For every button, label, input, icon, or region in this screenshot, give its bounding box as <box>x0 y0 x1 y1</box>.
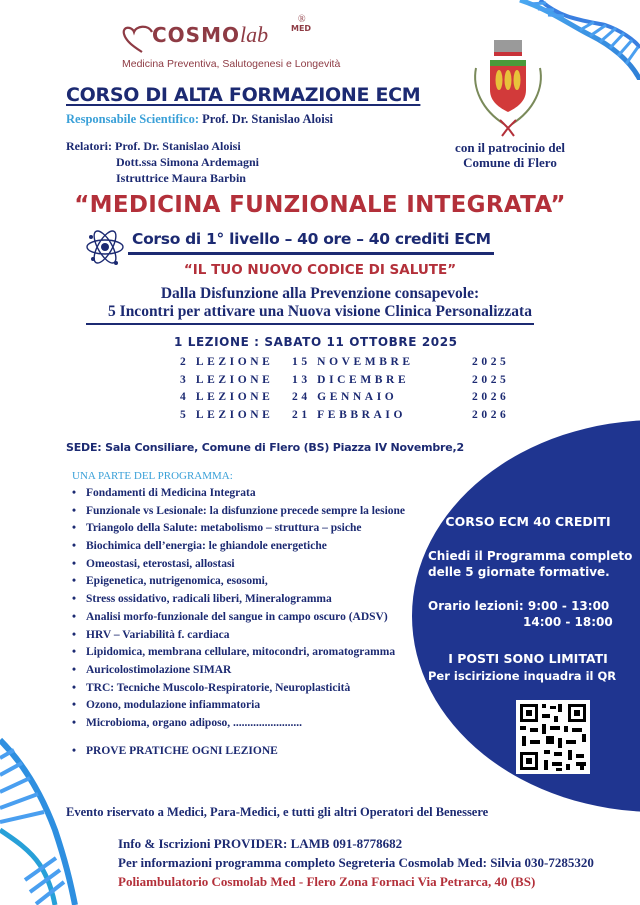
ecm-credits-heading: CORSO ECM 40 CREDITI <box>445 514 611 529</box>
program-request-line: Chiedi il Programma completo <box>428 549 633 563</box>
logo-tagline: Medicina Preventiva, Salutogenesi e Longevità <box>122 58 341 70</box>
list-item: • Analisi morfo-funzionale del sangue in campo oscuro (ADSV) <box>72 610 388 623</box>
patronage-text <box>440 140 580 170</box>
list-item: • Omeostasi, eterostasi, allostasi <box>72 557 235 570</box>
main-title: “MEDICINA FUNZIONALE INTEGRATA” <box>74 192 566 218</box>
lesson-row: 3 LEZIONE 13 DICEMBRE 2025 <box>180 373 510 386</box>
list-item: • TRC: Tecniche Muscolo-Respiratorie, Neuroplasticità <box>72 681 351 694</box>
secretariat-contact: Per informazioni programma completo Segreteria Cosmolab Med: Silvia 030-7285320 <box>118 855 594 870</box>
list-item: • Funzionale vs Lesionale: la disfunzione precede sempre la lesione <box>72 504 406 517</box>
program-request-line: delle 5 giornate formative. <box>428 565 610 579</box>
limited-seats: I POSTI SONO LIMITATI <box>448 651 608 666</box>
lesson-row: 4 LEZIONE 24 GENNAIO 2026 <box>180 391 510 403</box>
list-item: • HRV – Variabilità f. cardiaca <box>72 628 230 641</box>
course-description <box>0 285 640 321</box>
qr-code-icon[interactable] <box>516 700 590 774</box>
list-item: • Biochimica dell’energia: le ghiandole energetiche <box>72 540 327 553</box>
contact-info <box>118 834 594 891</box>
scientific-lead-label: Responsabile Scientifico: <box>66 112 199 126</box>
divider <box>86 323 534 325</box>
speaker: Prof. Dr. Stanislao Aloisi <box>114 139 241 153</box>
list-item: • Triangolo della Salute: metabolismo – struttura – psiche <box>72 522 362 535</box>
info-box <box>428 512 633 683</box>
list-item: • Microbioma, organo adiposo, ........................ <box>72 716 303 729</box>
lesson-schedule <box>180 356 509 426</box>
list-item: • Lipidomica, membrana cellulare, mitocondri, aromatogramma <box>72 646 396 659</box>
patronage-line: Comune di Flero <box>463 155 557 170</box>
scientific-lead <box>66 112 333 127</box>
program-heading: UNA PARTE DEL PROGRAMMA: <box>72 470 233 482</box>
heart-logo-icon <box>122 24 156 54</box>
venue: SEDE: Sala Consiliare, Comune di Flero (BS) Piazza IV Novembre,2 <box>66 441 464 454</box>
patronage-line: con il patrocinio del <box>455 140 565 155</box>
program-list <box>72 487 405 762</box>
qr-hint: Per iscirizione inquadra il QR <box>428 669 617 683</box>
hours-line: 14:00 - 18:00 <box>523 615 613 629</box>
course-tagline: “IL TUO NUOVO CODICE DI SALUTE” <box>183 262 457 278</box>
lesson-row: 2 LEZIONE 15 NOVEMBRE 2025 <box>180 356 510 368</box>
clinic-address: Poliambulatorio Cosmolab Med - Flero Zona Fornaci Via Petrarca, 40 (BS) <box>118 874 536 889</box>
hours-line: Orario lezioni: 9:00 - 13:00 <box>428 599 610 613</box>
list-item: • Stress ossidativo, radicali liberi, Mineralogramma <box>72 593 332 606</box>
lesson-row: 5 LEZIONE 21 FEBBRAIO 2026 <box>180 408 510 421</box>
speaker: Istruttrice Maura Barbin <box>116 171 246 185</box>
list-item: • Epigenetica, nutrigenomica, esosomi, <box>72 575 268 588</box>
scientific-lead-name: Prof. Dr. Stanislao Aloisi <box>202 112 334 126</box>
divider <box>128 252 494 255</box>
provider-contact: Info & Iscrizioni PROVIDER: LAMB 091-8778682 <box>118 836 403 851</box>
flero-coat-of-arms-icon <box>462 38 554 138</box>
cosmolab-logo: COSMOlab MED ® Medicina Preventiva, Salutogenesi e Longevità <box>122 14 341 70</box>
list-item: • Ozono, modulazione infiammatoria <box>72 699 261 712</box>
list-item: • Fondamenti di Medicina Integrata <box>72 487 256 499</box>
course-subtitle: Corso di 1° livello – 40 ore – 40 crediti ECM <box>132 230 491 248</box>
speakers-label: Relatori: <box>66 139 112 153</box>
description-line: Dalla Disfunzione alla Prevenzione consapevole: <box>160 285 480 302</box>
speaker: Dott.ssa Simona Ardemagni <box>116 155 260 169</box>
list-item-practical: • PROVE PRATICHE OGNI LEZIONE <box>72 744 278 757</box>
course-title: CORSO DI ALTA FORMAZIONE ECM <box>66 84 421 106</box>
atom-icon <box>84 227 126 267</box>
audience-note: Evento riservato a Medici, Para-Medici, e tutti gli altri Operatori del Benessere <box>66 805 489 819</box>
description-line: 5 Incontri per attivare una Nuova visione Clinica Personalizzata <box>108 303 532 320</box>
list-item: • Auricolostimolazione SIMAR <box>72 663 232 676</box>
first-lesson: 1 LEZIONE : SABATO 11 OTTOBRE 2025 <box>174 335 458 349</box>
speakers <box>66 138 259 186</box>
